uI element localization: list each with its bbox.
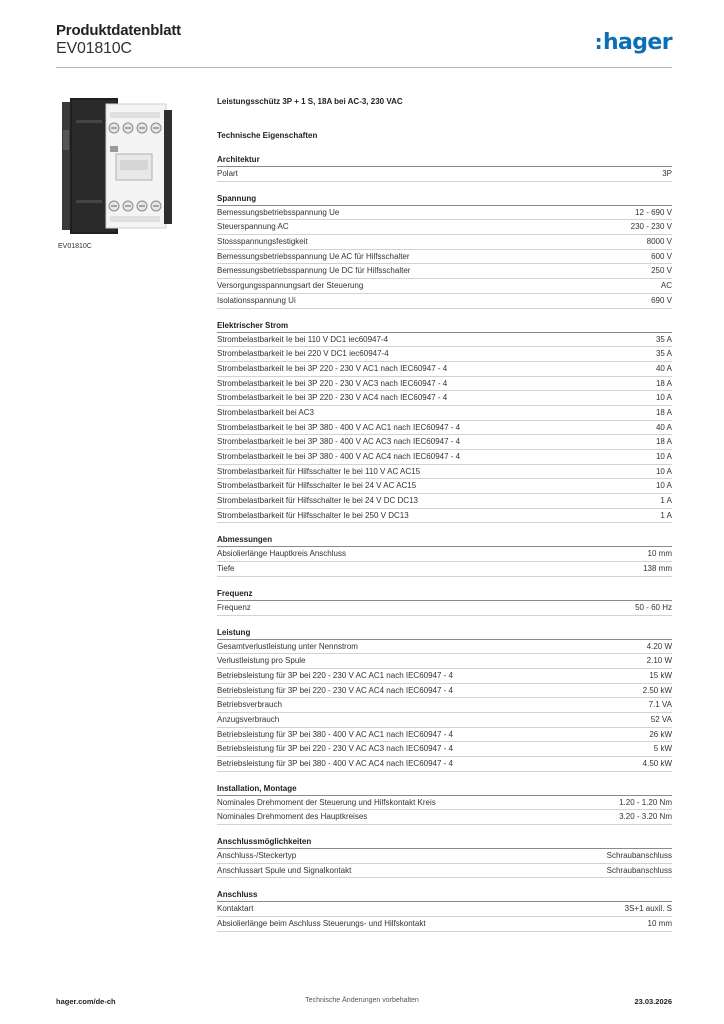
property-label: Bemessungsbetriebsspannung Ue	[217, 207, 340, 217]
section-title: Leistung	[217, 627, 672, 640]
property-value: AC	[660, 281, 672, 291]
property-label: Betriebsleistung für 3P bei 380 - 400 V AC AC4 nach IEC60947 - 4	[217, 759, 453, 768]
property-row	[217, 654, 672, 669]
property-label: Anschluss-/Steckertyp	[217, 851, 297, 861]
property-row	[217, 250, 672, 265]
property-value: 3S+1 auxil. S	[624, 904, 672, 914]
property-row	[217, 235, 672, 250]
property-value: 3.20 - 3.20 Nm	[619, 812, 672, 822]
property-row	[217, 377, 672, 392]
property-row	[217, 684, 672, 699]
property-row	[217, 713, 672, 728]
logo-dots: :	[594, 30, 602, 54]
property-label: Nominales Drehmoment des Hauptkreises	[217, 812, 368, 822]
property-value: 18 A	[655, 437, 672, 447]
property-row	[217, 294, 672, 309]
contactor-product-photo-icon	[58, 90, 176, 240]
product-description: Leistungsschütz 3P + 1 S, 18A bei AC-3, 230 VAC	[217, 97, 403, 106]
property-value: 5 kW	[653, 744, 672, 754]
property-row	[217, 435, 672, 450]
property-label: Frequenz	[217, 602, 251, 612]
property-value: Schraubanschluss	[606, 865, 672, 875]
property-label: Absiolierlänge beim Aschluss Steuerungs- und Hilfskontakt	[217, 919, 426, 929]
footer-notice: Technische Änderungen vorbehalten	[305, 997, 419, 1004]
property-label: Strombelastbarkeit Ie bei 3P 380 - 400 V AC AC1 nach IEC60947 - 4	[217, 422, 461, 432]
property-sections	[217, 154, 672, 932]
property-value: 15 kW	[649, 670, 672, 680]
property-label: Strombelastbarkeit für Hilfsschalter Ie bei 110 V AC AC15	[217, 466, 421, 476]
page-header	[56, 22, 672, 68]
logo-text: hager	[602, 30, 672, 55]
property-row	[217, 669, 672, 684]
property-value: 10 mm	[647, 549, 672, 559]
property-row	[217, 547, 672, 562]
technical-properties-title: Technische Eigenschaften	[217, 131, 318, 140]
property-row	[217, 917, 672, 932]
property-value: 1 A	[660, 496, 672, 506]
property-value: 18 A	[655, 407, 672, 417]
property-row	[217, 742, 672, 757]
property-row	[217, 479, 672, 494]
footer-date: 23.03.2026	[634, 997, 672, 1006]
section-title: Installation, Montage	[217, 783, 672, 796]
property-label: Polart	[217, 169, 238, 178]
property-value: 230 - 230 V	[630, 222, 672, 232]
property-label: Betriebsleistung für 3P bei 380 - 400 V AC AC1 nach IEC60947 - 4	[217, 729, 453, 739]
property-row	[217, 902, 672, 917]
section-title: Anschluss	[217, 889, 672, 902]
property-row	[217, 347, 672, 362]
section-title: Anschlussmöglichkeiten	[217, 836, 672, 849]
property-value: 35 A	[655, 334, 672, 344]
section-installation-montage	[217, 783, 672, 825]
property-label: Betriebsleistung für 3P bei 220 - 230 V AC AC3 nach IEC60947 - 4	[217, 744, 453, 754]
property-row	[217, 601, 672, 616]
property-value: 35 A	[655, 349, 672, 359]
property-label: Betriebsleistung für 3P bei 220 - 230 V AC AC1 nach IEC60947 - 4	[217, 670, 453, 680]
section-title: Elektrischer Strom	[217, 320, 672, 333]
property-value: 7.1 VA	[648, 700, 672, 710]
property-value: 250 V	[651, 266, 672, 276]
property-row	[217, 465, 672, 480]
property-value: 26 kW	[649, 729, 672, 739]
property-row	[217, 167, 672, 182]
property-value: 40 A	[655, 422, 672, 432]
property-row	[217, 220, 672, 235]
property-row	[217, 810, 672, 825]
property-row	[217, 391, 672, 406]
header-divider	[56, 67, 672, 68]
property-label: Strombelastbarkeit für Hilfsschalter Ie bei 250 V DC13	[217, 510, 409, 520]
section-title: Spannung	[217, 193, 672, 206]
property-value: 138 mm	[643, 564, 672, 574]
property-value: 40 A	[655, 363, 672, 373]
property-label: Anzugsverbrauch	[217, 714, 280, 724]
property-label: Strombelastbarkeit Ie bei 110 V DC1 iec60947-4	[217, 334, 389, 344]
property-label: Strombelastbarkeit Ie bei 3P 380 - 400 V AC AC4 nach IEC60947 - 4	[217, 452, 461, 461]
property-label: Isolationsspannung Ui	[217, 295, 296, 305]
property-label: Gesamtverlustleistung unter Nennstrom	[217, 641, 358, 651]
property-row	[217, 406, 672, 421]
property-row	[217, 640, 672, 655]
footer-website: hager.com/de-ch	[56, 997, 116, 1006]
section-abmessungen	[217, 534, 672, 576]
section-title: Frequenz	[217, 588, 672, 601]
section-title: Abmessungen	[217, 534, 672, 547]
section-architektur	[217, 154, 672, 182]
property-label: Strombelastbarkeit Ie bei 3P 380 - 400 V AC AC3 nach IEC60947 - 4	[217, 437, 461, 447]
hager-logo	[595, 30, 672, 55]
property-label: Strombelastbarkeit Ie bei 220 V DC1 iec60947-4	[217, 349, 389, 359]
property-label: Strombelastbarkeit für Hilfsschalter Ie bei 24 V DC DC13	[217, 496, 418, 506]
property-row	[217, 796, 672, 811]
property-value: 10 mm	[647, 919, 672, 929]
property-label: Strombelastbarkeit Ie bei 3P 220 - 230 V AC4 nach IEC60947 - 4	[217, 393, 448, 403]
property-value: 8000 V	[646, 237, 672, 247]
section-anschlussmöglichkeiten	[217, 836, 672, 878]
property-label: Bemessungsbetriebsspannung Ue DC für Hilfsschalter	[217, 266, 411, 276]
property-row	[217, 864, 672, 879]
property-row	[217, 362, 672, 377]
section-elektrischer-strom	[217, 320, 672, 524]
section-leistung	[217, 627, 672, 772]
property-value: 2.50 kW	[642, 685, 672, 695]
property-value: 690 V	[651, 295, 672, 305]
property-row	[217, 333, 672, 348]
property-row	[217, 562, 672, 577]
property-value: 50 - 60 Hz	[635, 602, 672, 612]
property-label: Betriebsleistung für 3P bei 220 - 230 V AC AC4 nach IEC60947 - 4	[217, 685, 453, 695]
property-value: 1.20 - 1.20 Nm	[619, 797, 672, 807]
property-label: Steuerspannung AC	[217, 222, 289, 232]
property-label: Bemessungsbetriebsspannung Ue AC für Hilfsschalter	[217, 251, 410, 261]
property-row	[217, 206, 672, 221]
property-value: 10 A	[655, 466, 672, 476]
property-value: 4.50 kW	[642, 759, 672, 768]
datasheet-content	[217, 96, 672, 932]
property-value: 4.20 W	[646, 641, 672, 651]
property-label: Strombelastbarkeit Ie bei 3P 220 - 230 V AC3 nach IEC60947 - 4	[217, 378, 448, 388]
document-title: Produktdatenblatt	[56, 22, 181, 39]
property-value: 10 A	[655, 452, 672, 461]
property-value: 18 A	[655, 378, 672, 388]
section-spannung	[217, 193, 672, 309]
property-value: Schraubanschluss	[606, 851, 672, 861]
property-value: 1 A	[660, 510, 672, 520]
property-label: Stossspannungsfestigkeit	[217, 237, 308, 247]
property-row	[217, 450, 672, 465]
property-label: Tiefe	[217, 564, 235, 574]
section-anschluss	[217, 889, 672, 931]
property-label: Kontaktart	[217, 904, 254, 914]
property-row	[217, 698, 672, 713]
property-row	[217, 421, 672, 436]
section-frequenz	[217, 588, 672, 616]
property-row	[217, 509, 672, 524]
property-value: 12 - 690 V	[635, 207, 672, 217]
property-row	[217, 494, 672, 509]
property-label: Versorgungsspannungsart der Steuerung	[217, 281, 364, 291]
property-value: 52 VA	[650, 714, 672, 724]
property-label: Nominales Drehmoment der Steuerung und Hilfskontakt Kreis	[217, 797, 436, 807]
property-row	[217, 728, 672, 743]
property-label: Strombelastbarkeit für Hilfsschalter Ie bei 24 V AC AC15	[217, 481, 417, 491]
property-row	[217, 279, 672, 294]
property-value: 3P	[662, 169, 672, 178]
property-value: 600 V	[651, 251, 672, 261]
image-caption: EV01810C	[58, 243, 92, 250]
property-label: Strombelastbarkeit bei AC3	[217, 407, 314, 417]
property-value: 2.10 W	[646, 656, 672, 666]
property-label: Anschlussart Spule und Signalkontakt	[217, 865, 352, 875]
property-label: Absiolierlänge Hauptkreis Anschluss	[217, 549, 346, 559]
property-row	[217, 849, 672, 864]
section-title: Architektur	[217, 154, 672, 167]
property-label: Verlustleistung pro Spule	[217, 656, 306, 666]
property-value: 10 A	[655, 481, 672, 491]
property-label: Betriebsverbrauch	[217, 700, 282, 710]
property-row	[217, 757, 672, 772]
property-value: 10 A	[655, 393, 672, 403]
property-row	[217, 264, 672, 279]
property-label: Strombelastbarkeit Ie bei 3P 220 - 230 V AC1 nach IEC60947 - 4	[217, 363, 448, 373]
product-number: EV01810C	[56, 40, 132, 57]
